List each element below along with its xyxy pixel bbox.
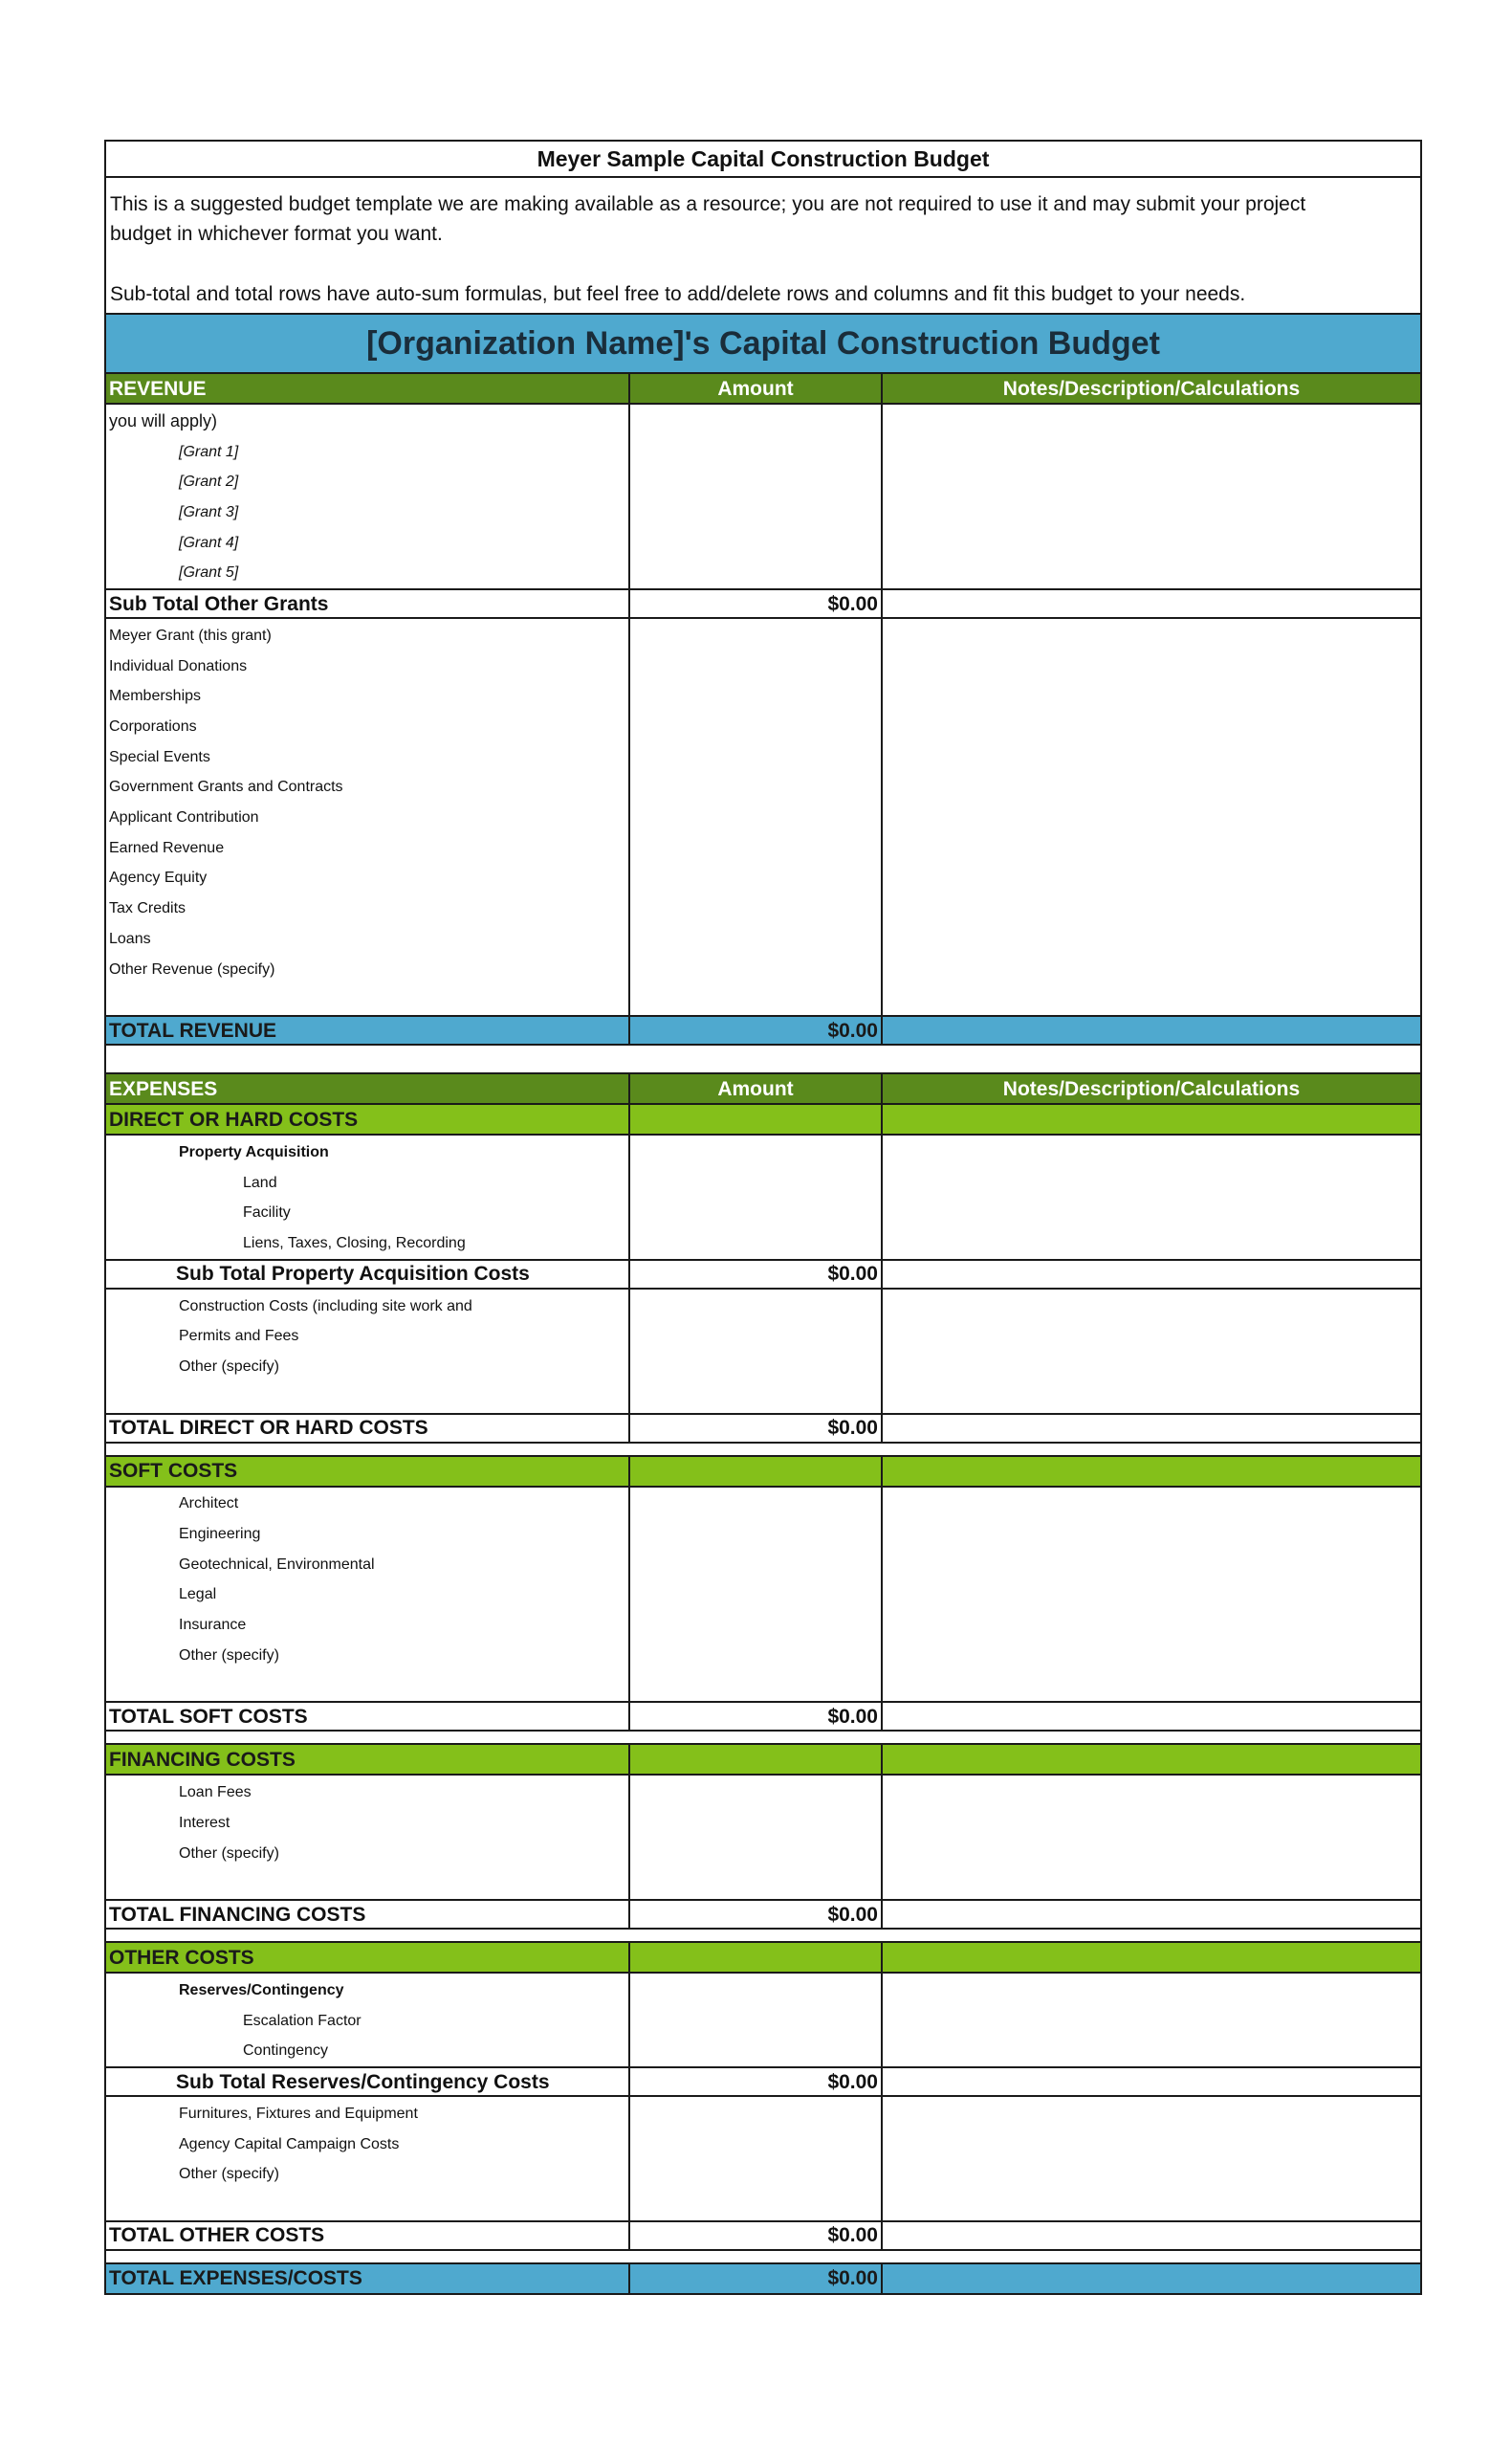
revenue-items-block bbox=[106, 619, 1420, 1015]
total-direct-value: $0.00 bbox=[630, 1415, 883, 1442]
soft-item: Legal bbox=[179, 1586, 217, 1603]
intro-line-2: Sub-total and total rows have auto-sum formulas, but feel free to add/delete rows and columns and fit this budget to your needs. bbox=[110, 283, 1246, 305]
subtotal-value: $0.00 bbox=[630, 590, 883, 617]
direct-item: Construction Costs (including site work and bbox=[179, 1297, 472, 1314]
notes-header: Notes/Description/Calculations bbox=[1002, 377, 1301, 400]
direct-item: Permits and Fees bbox=[179, 1328, 299, 1345]
total-revenue-value: $0.00 bbox=[630, 1017, 883, 1044]
reserves-item: Contingency bbox=[243, 2042, 328, 2060]
notes-header: Notes/Description/Calculations bbox=[1002, 1077, 1301, 1100]
revenue-item: Government Grants and Contracts bbox=[109, 779, 343, 796]
total-expenses-row bbox=[106, 2262, 1420, 2293]
total-direct-row bbox=[106, 1413, 1420, 1444]
cut-text: you will apply) bbox=[109, 411, 218, 431]
revenue-item: Corporations bbox=[109, 718, 197, 736]
soft-item: Engineering bbox=[179, 1526, 261, 1543]
financing-costs-header-row bbox=[106, 1745, 1420, 1776]
amount-header: Amount bbox=[630, 374, 883, 403]
intro-line-1a: This is a suggested budget template we are making available as a resource; you are not required to use it and may submit your project bbox=[110, 193, 1306, 215]
revenue-header: REVENUE bbox=[106, 374, 630, 403]
spacer bbox=[106, 2251, 1420, 2262]
revenue-header-row bbox=[106, 374, 1420, 405]
total-financing-value: $0.00 bbox=[630, 1901, 883, 1928]
sheet-title: Meyer Sample Capital Construction Budget bbox=[106, 142, 1420, 178]
subtotal-label: Sub Total Other Grants bbox=[106, 590, 630, 617]
grant-item: [Grant 4] bbox=[179, 534, 239, 551]
grants-block bbox=[106, 405, 1420, 588]
subtotal-property-value: $0.00 bbox=[630, 1261, 883, 1288]
spacer bbox=[106, 1930, 1420, 1943]
total-financing-label: TOTAL FINANCING COSTS bbox=[106, 1901, 630, 1928]
reserves-block bbox=[106, 1974, 1420, 2066]
total-financing-row bbox=[106, 1899, 1420, 1930]
revenue-item: Memberships bbox=[109, 688, 202, 705]
total-other-row bbox=[106, 2220, 1420, 2251]
direct-costs-header-row bbox=[106, 1105, 1420, 1136]
revenue-item: Loans bbox=[109, 930, 151, 947]
total-expenses-label: TOTAL EXPENSES/COSTS bbox=[106, 2264, 630, 2293]
property-item: Land bbox=[243, 1174, 277, 1191]
other-item: Furnitures, Fixtures and Equipment bbox=[179, 2106, 418, 2123]
spacer bbox=[106, 1732, 1420, 1745]
soft-item: Architect bbox=[179, 1495, 239, 1512]
revenue-item: Tax Credits bbox=[109, 900, 186, 917]
soft-costs-header-row bbox=[106, 1457, 1420, 1488]
financing-costs-header: FINANCING COSTS bbox=[106, 1745, 630, 1774]
financing-items-block bbox=[106, 1776, 1420, 1899]
expenses-header: EXPENSES bbox=[106, 1074, 630, 1103]
financing-item: Loan Fees bbox=[179, 1784, 252, 1801]
total-soft-value: $0.00 bbox=[630, 1703, 883, 1730]
total-soft-label: TOTAL SOFT COSTS bbox=[106, 1703, 630, 1730]
revenue-item: Agency Equity bbox=[109, 870, 208, 887]
total-other-value: $0.00 bbox=[630, 2222, 883, 2249]
org-budget-title: [Organization Name]'s Capital Construction Budget bbox=[106, 313, 1420, 374]
revenue-item: Meyer Grant (this grant) bbox=[109, 627, 272, 644]
intro-text bbox=[106, 178, 1420, 309]
total-revenue-row bbox=[106, 1015, 1420, 1046]
grant-item: [Grant 2] bbox=[179, 474, 239, 491]
financing-item: Interest bbox=[179, 1814, 230, 1831]
intro-line-1b: budget in whichever format you want. bbox=[110, 223, 443, 245]
grant-item: [Grant 1] bbox=[179, 443, 239, 460]
total-soft-row bbox=[106, 1701, 1420, 1732]
revenue-item: Applicant Contribution bbox=[109, 809, 259, 827]
other-costs-header-row bbox=[106, 1943, 1420, 1974]
direct-item: Other (specify) bbox=[179, 1358, 279, 1376]
expenses-header-row bbox=[106, 1074, 1420, 1105]
total-other-label: TOTAL OTHER COSTS bbox=[106, 2222, 630, 2249]
financing-item: Other (specify) bbox=[179, 1844, 279, 1862]
grant-item: [Grant 5] bbox=[179, 564, 239, 582]
reserves-label: Reserves/Contingency bbox=[179, 1981, 344, 1998]
property-item: Liens, Taxes, Closing, Recording bbox=[243, 1234, 466, 1251]
spacer bbox=[106, 1046, 1420, 1074]
other-item: Other (specify) bbox=[179, 2166, 279, 2183]
direct-items-block bbox=[106, 1290, 1420, 1413]
soft-item: Insurance bbox=[179, 1617, 247, 1634]
other-items-block bbox=[106, 2097, 1420, 2220]
total-expenses-value: $0.00 bbox=[630, 2264, 883, 2293]
budget-sheet bbox=[104, 140, 1422, 2295]
amount-header: Amount bbox=[630, 1074, 883, 1103]
other-costs-header: OTHER COSTS bbox=[106, 1943, 630, 1972]
property-item: Facility bbox=[243, 1204, 291, 1222]
subtotal-reserves-row bbox=[106, 2066, 1420, 2097]
revenue-item: Special Events bbox=[109, 748, 210, 765]
subtotal-property-label: Sub Total Property Acquisition Costs bbox=[106, 1261, 630, 1288]
revenue-item: Earned Revenue bbox=[109, 839, 225, 856]
subtotal-property-row bbox=[106, 1259, 1420, 1290]
subtotal-reserves-value: $0.00 bbox=[630, 2068, 883, 2095]
total-revenue-label: TOTAL REVENUE bbox=[106, 1017, 630, 1044]
revenue-item: Other Revenue (specify) bbox=[109, 960, 275, 978]
spacer bbox=[106, 1444, 1420, 1457]
soft-costs-header: SOFT COSTS bbox=[106, 1457, 630, 1486]
total-direct-label: TOTAL DIRECT OR HARD COSTS bbox=[106, 1415, 630, 1442]
property-acquisition-label: Property Acquisition bbox=[179, 1143, 329, 1160]
soft-item: Geotechnical, Environmental bbox=[179, 1555, 375, 1573]
other-item: Agency Capital Campaign Costs bbox=[179, 2135, 400, 2152]
direct-costs-header: DIRECT OR HARD COSTS bbox=[106, 1105, 630, 1134]
soft-item: Other (specify) bbox=[179, 1646, 279, 1664]
revenue-item: Individual Donations bbox=[109, 657, 248, 674]
soft-items-block bbox=[106, 1488, 1420, 1702]
grant-item: [Grant 3] bbox=[179, 503, 239, 520]
reserves-item: Escalation Factor bbox=[243, 2012, 362, 2029]
subtotal-reserves-label: Sub Total Reserves/Contingency Costs bbox=[106, 2068, 630, 2095]
property-block bbox=[106, 1136, 1420, 1259]
subtotal-other-grants-row bbox=[106, 588, 1420, 619]
